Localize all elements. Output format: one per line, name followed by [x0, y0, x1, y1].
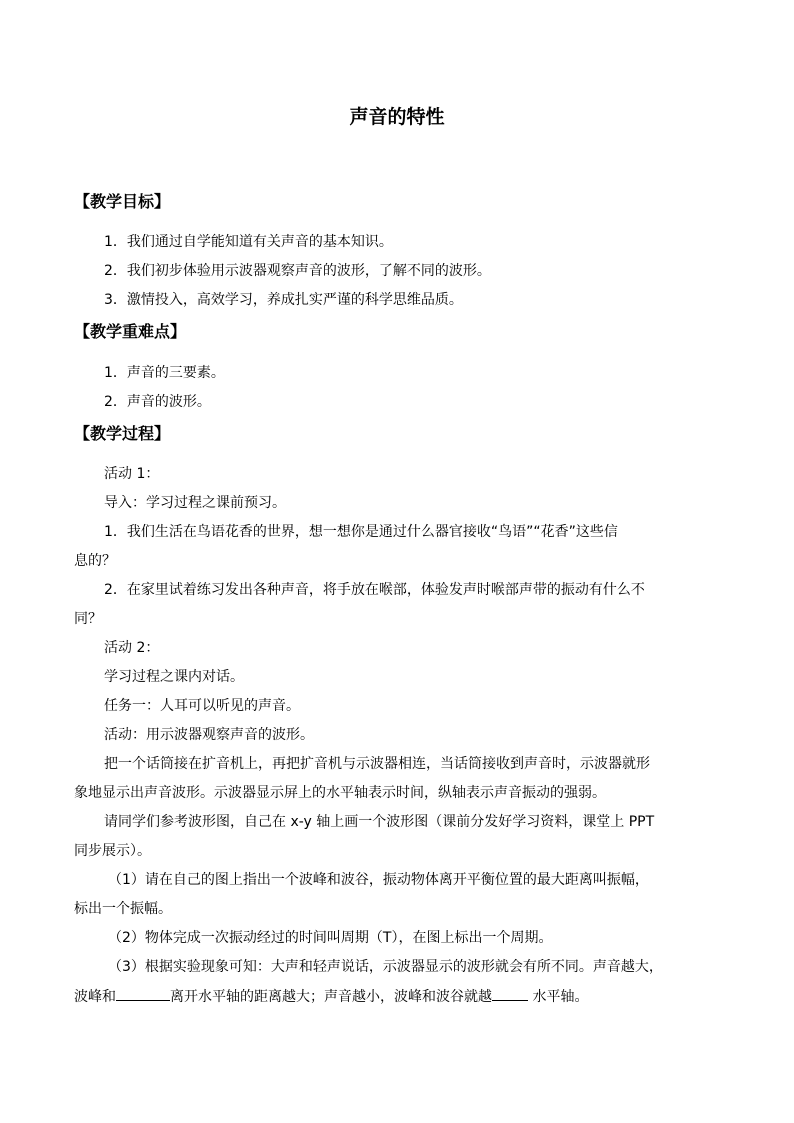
paragraph-2-line-2: 同步展示）。 [74, 843, 151, 859]
task-1-line: 任务一：人耳可以听见的声音。 [104, 698, 300, 714]
step-1-line-1: （1）请在自己的图上指出一个波峰和波谷，振动物体离开平衡位置的最大距离叫振幅， [108, 872, 649, 888]
dialogue-line: 学习过程之课内对话。 [104, 669, 244, 685]
objectives-heading: 【教学目标】 [74, 192, 171, 211]
step-2-line: （2）物体完成一次振动经过的时间叫周期（T），在图上标出一个周期。 [108, 930, 553, 946]
paragraph-2-line-1: 请同学们参考波形图，自己在 x-y 轴上画一个波形图（课前分发好学习资料，课堂上 PPT [104, 814, 655, 830]
keypoint-item-2: 2．声音的波形。 [104, 394, 211, 410]
step-1-line-2: 标出一个振幅。 [74, 901, 172, 917]
activity-observe-line: 活动：用示波器观察声音的波形。 [104, 727, 314, 743]
page-title: 声音的特性 [349, 106, 445, 128]
activity-1-label: 活动 1： [104, 466, 160, 482]
question-1-line-2: 息的？ [74, 553, 116, 569]
process-heading: 【教学过程】 [74, 424, 171, 443]
keypoints-heading: 【教学重难点】 [74, 322, 187, 341]
step-3-line-2 [74, 986, 588, 1007]
question-2-line-2: 同？ [74, 611, 102, 627]
objective-item-1: 1．我们通过自学能知道有关声音的基本知识。 [104, 234, 393, 250]
step-3-text-b: 离开水平轴的距离越大；声音越小，波峰和波谷就越 [170, 989, 492, 1005]
keypoint-item-1: 1．声音的三要素。 [104, 365, 225, 381]
paragraph-1-line-1: 把一个话筒接在扩音机上，再把扩音机与示波器相连，当话筒接收到声音时，示波器就形 [104, 756, 650, 772]
question-2-line-1: 2．在家里试着练习发出各种声音，将手放在喉部，体验发声时喉部声带的振动有什么不 [104, 582, 645, 598]
intro-line: 导入：学习过程之课前预习。 [104, 495, 286, 511]
step-3-text-c: 水平轴。 [528, 989, 589, 1005]
activity-2-label: 活动 2： [104, 640, 160, 656]
question-1-line-1: 1．我们生活在鸟语花香的世界，想一想你是通过什么器官接收“鸟语”“花香”这些信 [104, 524, 618, 540]
step-3-text-a: 波峰和 [74, 989, 116, 1005]
paragraph-1-line-2: 象地显示出声音波形。示波器显示屏上的水平轴表示时间，纵轴表示声音振动的强弱。 [74, 785, 606, 801]
objective-item-2: 2．我们初步体验用示波器观察声音的波形，了解不同的波形。 [104, 263, 491, 279]
objective-item-3: 3．激情投入，高效学习，养成扎实严谨的科学思维品质。 [104, 292, 463, 308]
fill-blank-1[interactable] [116, 986, 170, 1001]
step-3-line-1: （3）根据实验现象可知：大声和轻声说话，示波器显示的波形就会有所不同。声音越大， [108, 959, 663, 975]
fill-blank-2[interactable] [492, 986, 528, 1001]
